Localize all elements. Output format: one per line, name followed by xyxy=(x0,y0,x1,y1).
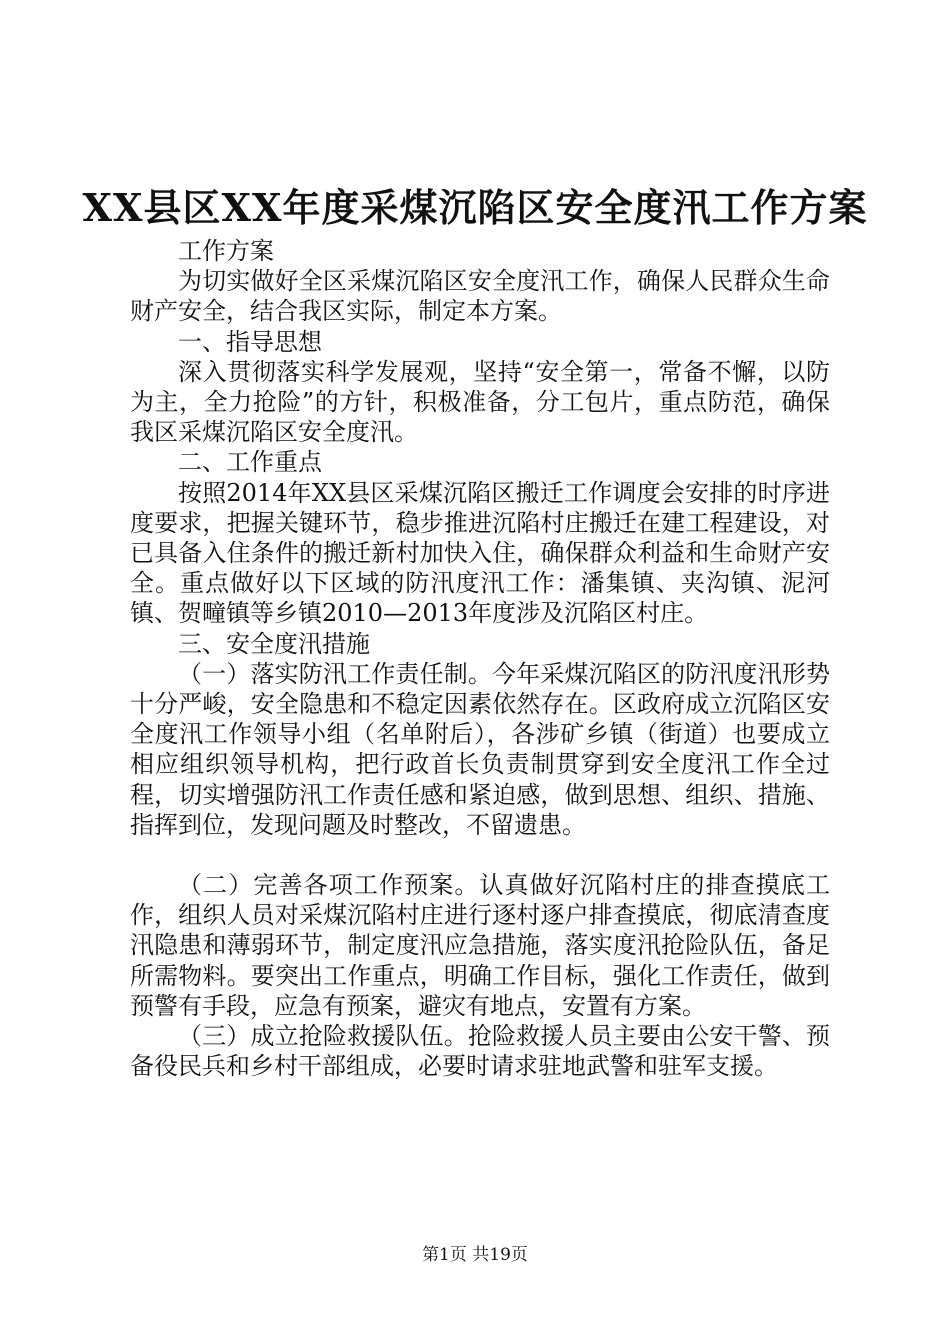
heading-guiding-thought: 一、指导思想 xyxy=(178,327,322,356)
measure-3-paragraph: （三）成立抢险救援队伍。抢险救援人员主要由公安干警、预备役民兵和乡村干部组成，必要时请求驻地武警和驻军支援。 xyxy=(130,1022,830,1081)
work-focus-paragraph: 按照2014年XX县区采煤沉陷区搬迁工作调度会安排的时序进度要求，把握关键环节，稳步推进沉陷村庄搬迁在建工程建设，对已具备入住条件的搬迁新村加快入住，确保群众利益和生命财产安全。重点做好以下区域的防汛度汛工作：潘集镇、夹沟镇、泥河镇、贺疃镇等乡镇2010—2013年度涉及沉陷区村庄。 xyxy=(130,478,830,628)
guiding-thought-paragraph: 深入贯彻落实科学发展观，坚持“安全第一，常备不懈，以防为主，全力抢险”的方针，积极准备，分工包片，重点防范，确保我区采煤沉陷区安全度汛。 xyxy=(130,357,830,447)
page-footer: 第1页 共19页 xyxy=(422,1245,528,1265)
heading-work-focus: 二、工作重点 xyxy=(178,448,322,477)
section-label: 工作方案 xyxy=(178,237,274,265)
measure-2-paragraph: （二）完善各项工作预案。认真做好沉陷村庄的排查摸底工作，组织人员对采煤沉陷村庄进行逐村逐户排查摸底，彻底清查度汛隐患和薄弱环节，制定度汛应急措施，落实度汛抢险队伍，备足所需物料。要突出工作重点，明确工作目标，强化工作责任，做到预警有手段，应急有预案，避灾有地点，安置有方案。 xyxy=(130,871,830,1020)
heading-safety-measures: 三、安全度汛措施 xyxy=(178,629,370,658)
document-body xyxy=(130,236,830,1081)
intro-paragraph: 为切实做好全区采煤沉陷区安全度汛工作，确保人民群众生命财产安全，结合我区实际，制定本方案。 xyxy=(130,267,830,326)
document-title: XX县区XX年度采煤沉陷区安全度汛工作方案 xyxy=(82,185,868,230)
measure-1-paragraph: （一）落实防汛工作责任制。今年采煤沉陷区的防汛度汛形势十分严峻，安全隐患和不稳定因素依然存在。区政府成立沉陷区安全度汛工作领导小组（名单附后），各涉矿乡镇（街道）也要成立相应组织领导机构，把行政首长负责制贯穿到安全度汛工作全过程，切实增强防汛工作责任感和紧迫感，做到思想、组织、措施、指挥到位，发现问题及时整改，不留遗患。 xyxy=(130,659,830,839)
